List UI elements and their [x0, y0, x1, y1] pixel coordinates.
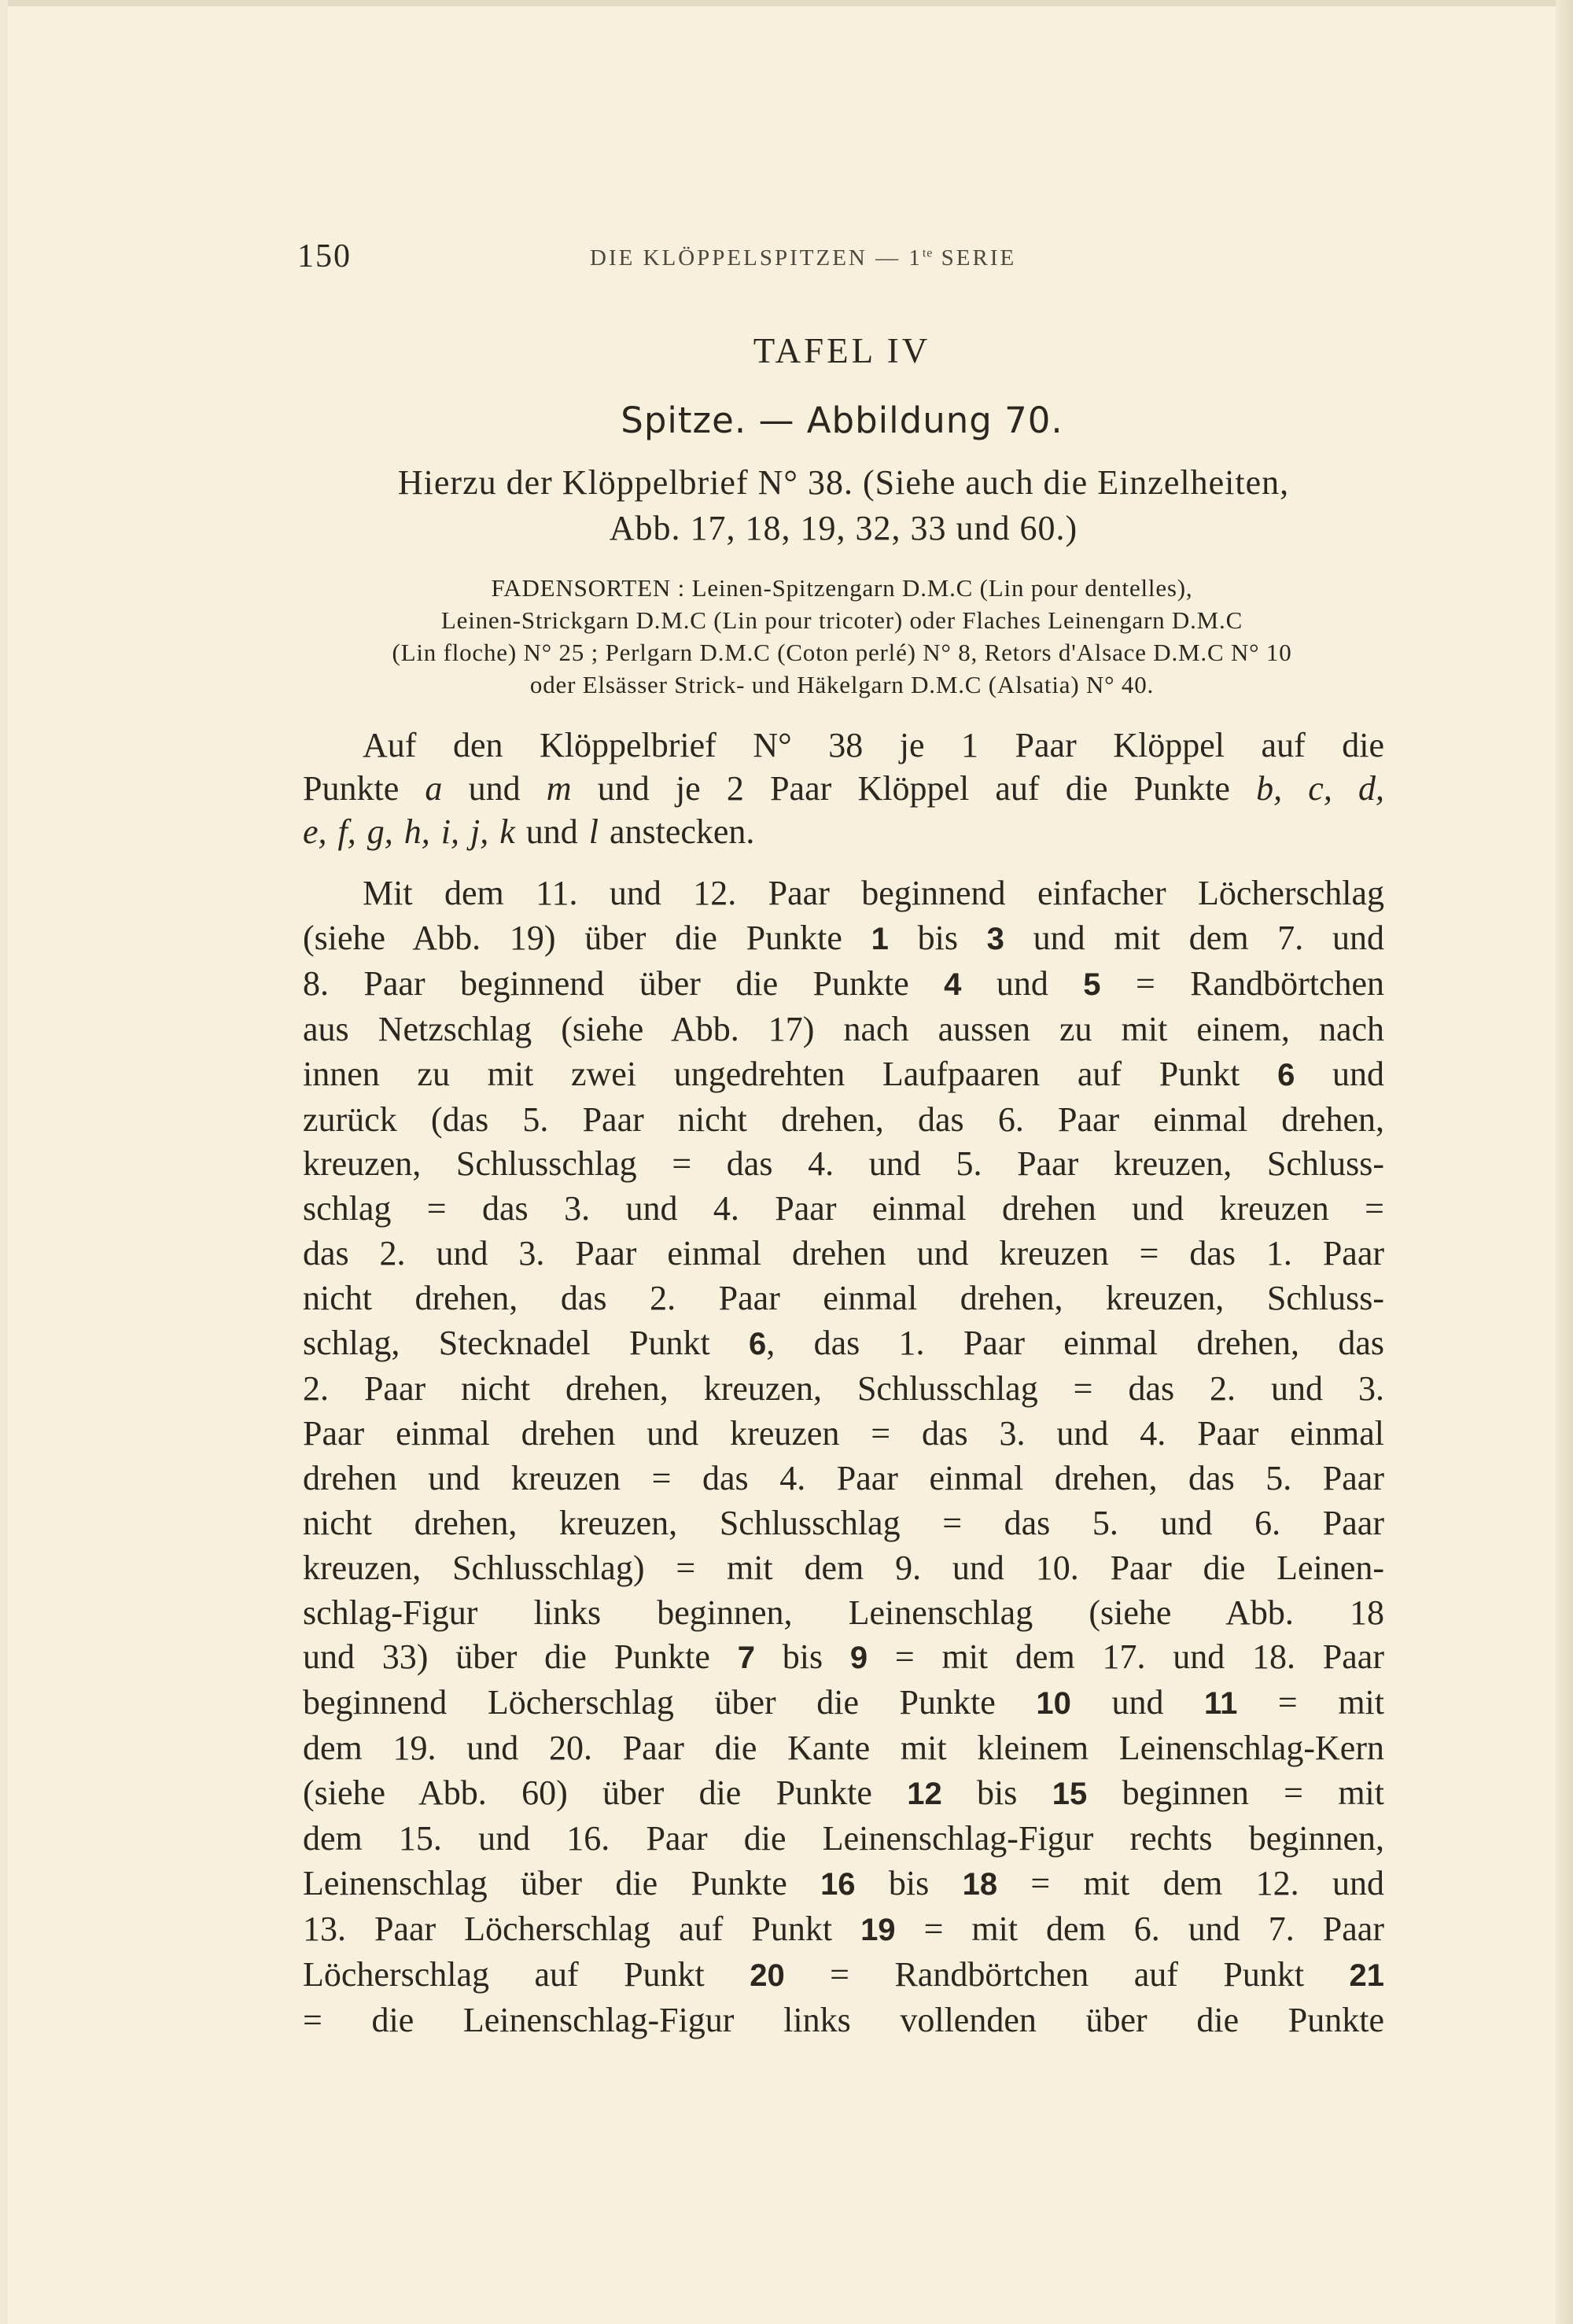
reference-note	[303, 460, 1384, 551]
page-right-edge	[1556, 0, 1573, 2324]
text-line: 2. Paar nicht drehen, kreuzen, Schlusschlag = das 2. und 3.	[303, 1368, 1384, 1408]
running-head	[297, 238, 1387, 277]
thread-line: (Lin floche) N° 25 ; Perlgarn D.M.C (Coton perlé) N° 8, Retors d'Alsace D.M.C N° 10	[392, 639, 1292, 666]
running-title: DIE KLÖPPELSPITZEN — $1^{te}$ SERIE	[590, 245, 1017, 271]
reference-line: Hierzu der Klöppelbrief N° 38. (Siehe auch die Einzelheiten,	[397, 463, 1290, 502]
text-line: e, f, g, h, i, j, k und l anstecken.	[303, 812, 755, 851]
page-number: 150	[297, 238, 352, 274]
text-line: schlag = das 3. und 4. Paar einmal drehen und kreuzen =	[303, 1189, 1384, 1228]
text-line: das 2. und 3. Paar einmal drehen und kreuzen = das 1. Paar	[303, 1234, 1384, 1273]
text-line: aus Netzschlag (siehe Abb. 17) nach aussen zu mit einem, nach	[303, 1009, 1384, 1048]
text-line: innen zu mit zwei ungedrehten Laufpaaren auf Punkt 6 und	[303, 1054, 1385, 1093]
plate-heading: TAFEL IV	[753, 331, 931, 370]
thread-line: FADENSORTEN : Leinen-Spitzengarn D.M.C (Lin pour dentelles),	[491, 574, 1193, 602]
text-line: Paar einmal drehen und kreuzen = das 3. und 4. Paar einmal	[303, 1413, 1384, 1453]
paragraph-instructions	[303, 871, 1384, 2043]
text-line: kreuzen, Schlusschlag = das 4. und 5. Paar kreuzen, Schluss-	[303, 1144, 1384, 1184]
text-line: 8. Paar beginnend über die Punkte 4 und 5 = Randbörtchen	[303, 963, 1385, 1003]
text-line: (siehe Abb. 19) über die Punkte 1 bis 3 und mit dem 7. und	[303, 918, 1384, 957]
paragraph-setup	[303, 724, 1384, 853]
thread-line: Leinen-Strickgarn D.M.C (Lin pour tricoter) oder Flaches Leinengarn D.M.C	[440, 606, 1243, 634]
text-line: und 33) über die Punkte 7 bis 9 = mit dem 17. und 18. Paar	[303, 1637, 1384, 1677]
text-line: 13. Paar Löcherschlag auf Punkt 19 = mit dem 6. und 7. Paar	[303, 1909, 1384, 1948]
text-line: = die Leinenschlag-Figur links vollenden über die Punkte	[303, 2000, 1384, 2039]
page-left-edge	[0, 0, 8, 2324]
text-line: Punkte a und m und je 2 Paar Klöppel auf die Punkte b, c, d,	[303, 769, 1385, 808]
thread-line: oder Elsässer Strick- und Häkelgarn D.M.C (Alsatia) N° 40.	[529, 671, 1155, 698]
text-line: zurück (das 5. Paar nicht drehen, das 6. Paar einmal drehen,	[303, 1099, 1384, 1139]
text-line: Auf den Klöppelbrief N° 38 je 1 Paar Klöppel auf die	[363, 726, 1384, 764]
reference-line: Abb. 17, 18, 19, 32, 33 und 60.)	[609, 509, 1078, 547]
text-line: beginnend Löcherschlag über die Punkte 10 und 11 = mit	[303, 1683, 1385, 1722]
page-top-edge	[0, 0, 1573, 6]
text-line: Mit dem 11. und 12. Paar beginnend einfacher Löcherschlag	[363, 874, 1384, 912]
text-line: schlag, Stecknadel Punkt 6, das 1. Paar einmal drehen, das	[303, 1324, 1384, 1363]
text-line: (siehe Abb. 60) über die Punkte 12 bis 15 beginnen = mit	[303, 1773, 1384, 1813]
text-line: schlag-Figur links beginnen, Leinenschlag (siehe Abb. 18	[303, 1593, 1384, 1632]
text-line: Leinenschlag über die Punkte 16 bis 18 = mit dem 12. und	[303, 1863, 1384, 1902]
figure-subtitle: Spitze. — Abbildung 70.	[621, 400, 1063, 441]
thread-types	[297, 572, 1387, 701]
text-line: kreuzen, Schlusschlag) = mit dem 9. und 10. Paar die Leinen-	[303, 1548, 1384, 1587]
text-line: dem 15. und 16. Paar die Leinenschlag-Figur rechts beginnen,	[303, 1819, 1384, 1858]
text-line: nicht drehen, kreuzen, Schlusschlag = das 5. und 6. Paar	[303, 1503, 1384, 1542]
text-line: dem 19. und 20. Paar die Kante mit kleinem Leinenschlag-Kern	[303, 1729, 1384, 1768]
text-line: nicht drehen, das 2. Paar einmal drehen, kreuzen, Schluss-	[303, 1279, 1384, 1318]
text-line: drehen und kreuzen = das 4. Paar einmal drehen, das 5. Paar	[303, 1458, 1384, 1497]
text-line: Löcherschlag auf Punkt 20 = Randbörtchen auf Punkt 21	[303, 1954, 1384, 1994]
